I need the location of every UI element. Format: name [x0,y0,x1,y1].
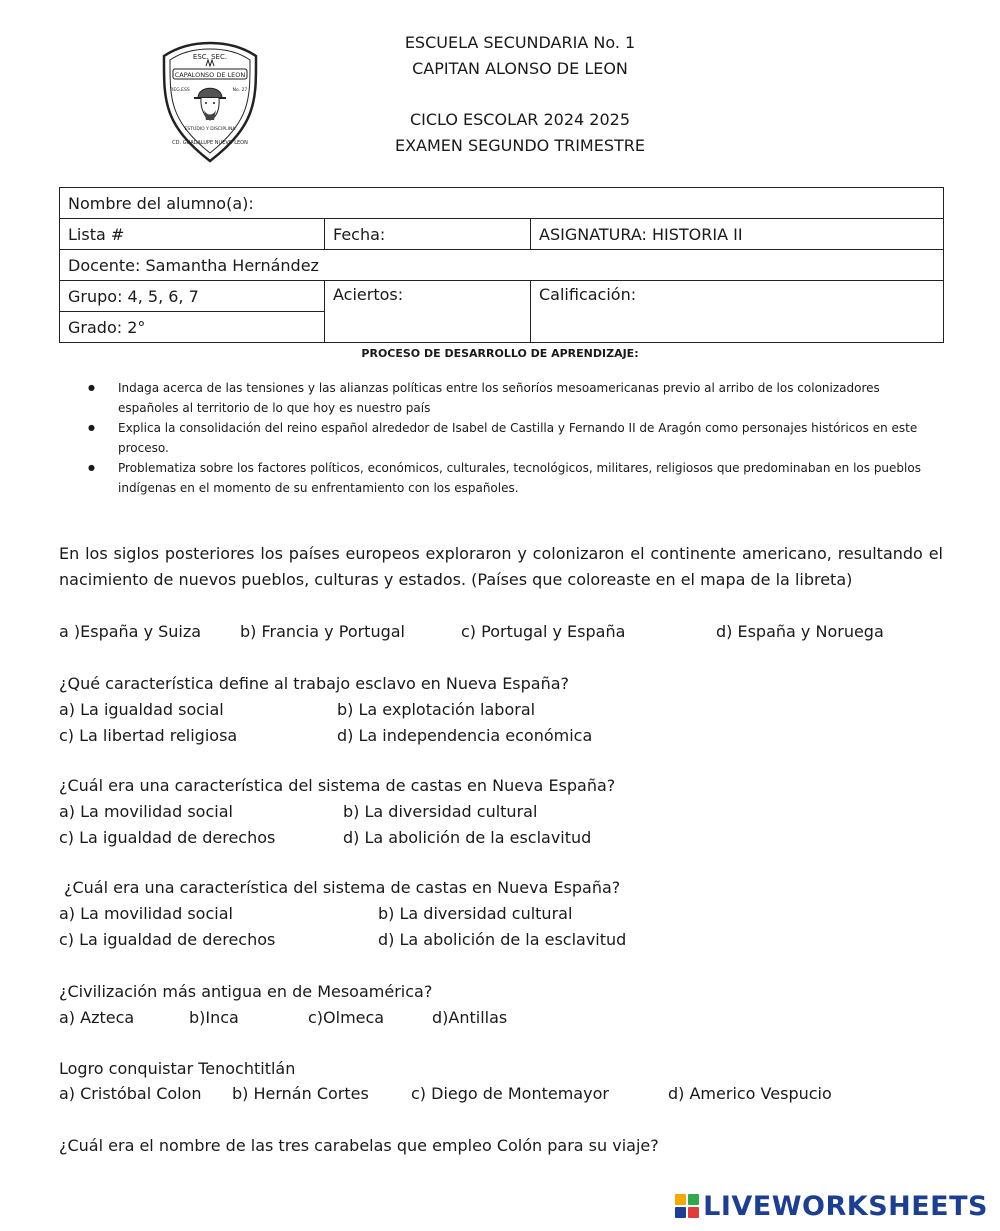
question-7-text: ¿Cuál era el nombre de las tres carabelas que empleo Colón para su viaje? [59,1136,659,1155]
school-cycle: CICLO ESCOLAR 2024 2025 [409,110,631,129]
question-1-text: En los siglos posteriores los países europeos exploraron y colonizaron el continente americano, resultando el nacimiento de nuevos pueblos, culturas y estados. (Países que coloreaste en el mapa de la libreta) [59,544,943,589]
date-field[interactable]: Fecha: [325,219,531,250]
q5-option-b[interactable]: b)Inca [189,1008,239,1027]
objective-item: ● Explica la consolidación del reino español alrededor de Isabel de Castilla y Fernando II de Aragón como personajes históricos en este proceso. [88,418,938,458]
objective-item: ● Indaga acerca de las tensiones y las alianzas políticas entre los señoríos mesoamericanas previo al arribo de los colonizadores españoles al territorio de lo que hoy es nuestro país [88,378,938,418]
q2-option-d[interactable]: d) La independencia económica [337,726,593,745]
q2-option-a[interactable]: a) La igualdad social [59,700,224,719]
objective-item: ● Problematiza sobre los factores políticos, económicos, culturales, tecnológicos, militares, religiosos que predominaban en los pueblos indígenas en el momento de su enfrentamiento con los españoles. [88,458,938,498]
liveworksheets-brand [674,1188,988,1224]
brand-text: LIVEWORKSHEETS [703,1190,988,1222]
student-name-field[interactable]: Nombre del alumno(a): [60,188,944,219]
liveworksheets-logo-icon [674,1193,700,1219]
q4-option-a[interactable]: a) La movilidad social [59,904,233,923]
q3-option-c[interactable]: c) La igualdad de derechos [59,828,276,847]
crest-motto: ESTUDIO Y DISCIPLINA [184,127,236,132]
school-crest-logo [154,40,266,164]
grade-level-cell: Grado: 2° [60,312,325,343]
q1-option-a[interactable]: a )España y Suiza [59,622,202,641]
question-1-options [0,619,1000,645]
q6-option-d[interactable]: d) Americo Vespucio [668,1084,832,1103]
crest-top-text: ESC. SEC. [192,53,228,61]
question-6-text: Logro conquistar Tenochtitlán [59,1059,296,1078]
question-2-options-row-1 [0,697,1000,723]
learning-process-title: PROCESO DE DESARROLLO DE APRENDIZAJE: [361,347,639,360]
list-number-field[interactable]: Lista # [60,219,325,250]
exam-title: EXAMEN SEGUNDO TRIMESTRE [394,136,645,155]
school-title: CAPITAN ALONSO DE LEON [412,59,628,78]
q1-option-b[interactable]: b) Francia y Portugal [240,622,405,641]
question-3-text: ¿Cuál era una característica del sistema de castas en Nueva España? [59,776,616,795]
group-cell: Grupo: 4, 5, 6, 7 [60,281,325,312]
teacher-cell: Docente: Samantha Hernández [60,250,944,281]
q6-option-b[interactable]: b) Hernán Cortes [232,1084,369,1103]
q1-option-d[interactable]: d) España y Noruega [716,622,884,641]
crest-right-code: No. 27 [232,88,248,93]
crest-bottom-text: CD. GUADALUPE NUEVO LEON [172,140,248,146]
q2-option-b[interactable]: b) La explotación laboral [337,700,536,719]
question-4-options-row-2 [0,927,1000,953]
question-5-options [0,1005,1000,1031]
objectives-list [88,378,938,498]
subject-cell: ASIGNATURA: HISTORIA II [531,219,944,250]
question-2-text: ¿Qué característica define al trabajo esclavo en Nueva España? [59,674,570,693]
q4-option-b[interactable]: b) La diversidad cultural [378,904,573,923]
q6-option-c[interactable]: c) Diego de Montemayor [411,1084,609,1103]
q3-option-a[interactable]: a) La movilidad social [59,802,233,821]
q4-option-d[interactable]: d) La abolición de la esclavitud [378,930,627,949]
q1-option-c[interactable]: c) Portugal y España [461,622,626,641]
q5-option-a[interactable]: a) Azteca [59,1008,135,1027]
q2-option-c[interactable]: c) La libertad religiosa [59,726,238,745]
question-2-options-row-2 [0,723,1000,749]
q3-option-d[interactable]: d) La abolición de la esclavitud [343,828,592,847]
q5-option-c[interactable]: c)Olmeca [308,1008,385,1027]
question-4-text: ¿Cuál era una característica del sistema de castas en Nueva España? [64,878,621,897]
crest-banner-text: CAPALONSO DE LEON [174,71,246,79]
question-3-options-row-2 [0,825,1000,851]
q6-option-a[interactable]: a) Cristóbal Colon [59,1084,202,1103]
question-4-options-row-1 [0,901,1000,927]
q5-option-d[interactable]: d)Antillas [432,1008,508,1027]
q3-option-b[interactable]: b) La diversidad cultural [343,802,538,821]
question-3-options-row-1 [0,799,1000,825]
correct-answers-field[interactable]: Aciertos: [325,281,531,343]
crest-left-code: REG.ESS [170,88,190,93]
school-name: ESCUELA SECUNDARIA No. 1 [404,33,636,52]
grade-score-field[interactable]: Calificación: [531,281,944,343]
question-6-options [0,1081,1000,1107]
conquistador-helmet-icon [194,88,226,120]
q4-option-c[interactable]: c) La igualdad de derechos [59,930,276,949]
student-info-table [59,187,944,343]
question-5-text: ¿Civilización más antigua en de Mesoamérica? [59,982,433,1001]
